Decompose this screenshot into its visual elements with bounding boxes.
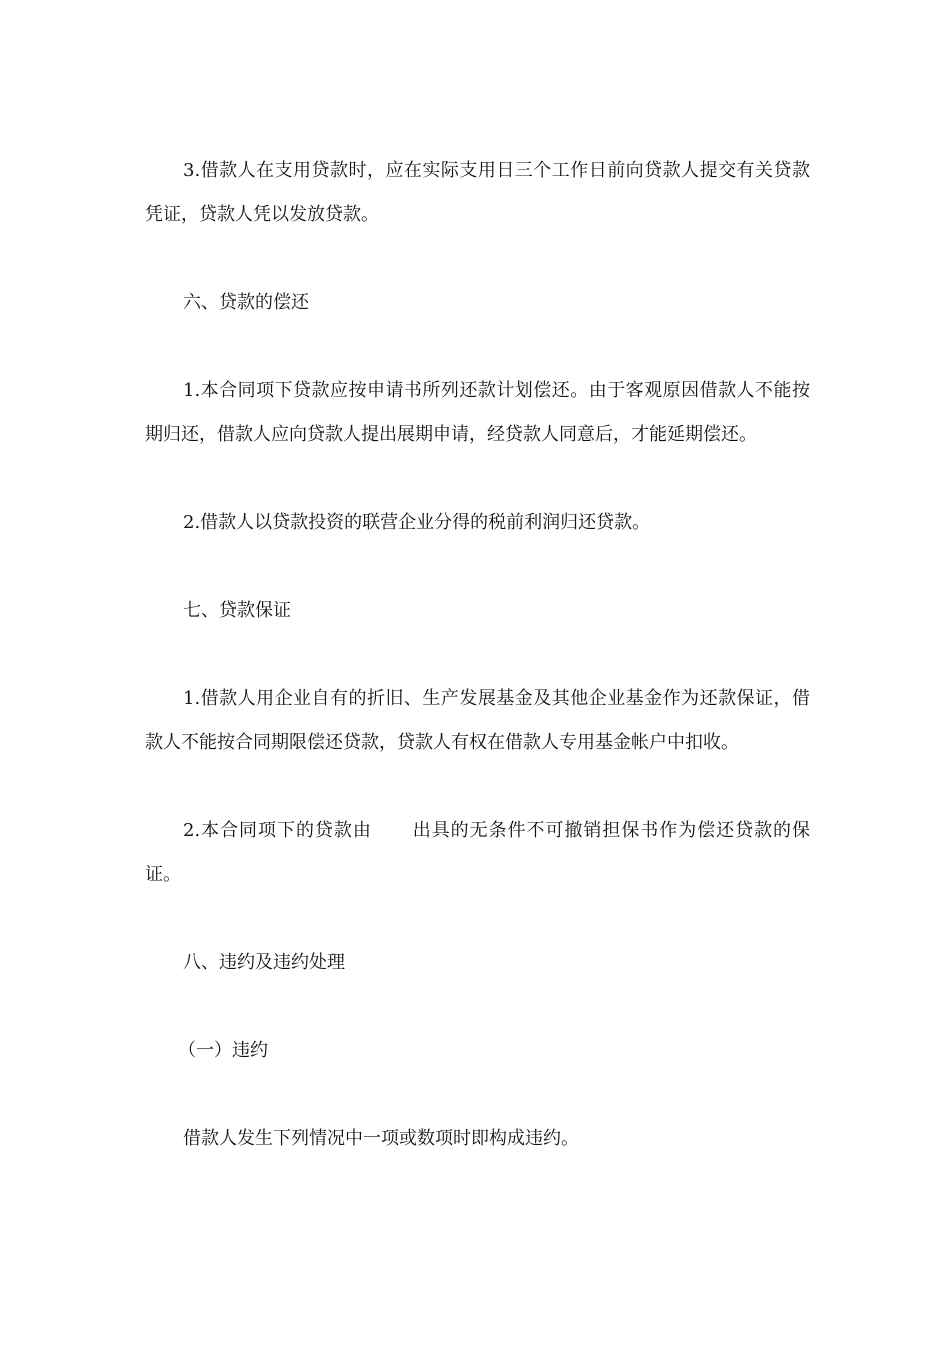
paragraph-loan-disbursement-3: 3.借款人在支用贷款时，应在实际支用日三个工作日前向贷款人提交有关贷款凭证，贷款人凭以发放贷款。: [145, 160, 810, 225]
subsection-heading-default: （一）违约: [178, 1040, 268, 1061]
section-heading-guarantee: 七、贷款保证: [183, 600, 291, 621]
section-heading-default: 八、违约及违约处理: [183, 952, 345, 973]
paragraph-repayment-1: 1.本合同项下贷款应按申请书所列还款计划偿还。由于客观原因借款人不能按期归还，借款人应向贷款人提出展期申请，经贷款人同意后，才能延期偿还。: [145, 380, 810, 445]
section-heading-repayment: 六、贷款的偿还: [183, 292, 309, 313]
paragraph-default-conditions: 借款人发生下列情况中一项或数项时即构成违约。: [183, 1128, 579, 1149]
paragraph-guarantee-2: [145, 809, 810, 897]
paragraph-guarantee-2-part-b: 出具的无条件不可撤销担保书作为偿还贷款的保证。: [145, 820, 810, 885]
paragraph-guarantee-2-part-a: 2.本合同项下的贷款由: [183, 820, 372, 841]
paragraph-guarantee-1: 1.借款人用企业自有的折旧、生产发展基金及其他企业基金作为还款保证，借款人不能按合同期限偿还贷款，贷款人有权在借款人专用基金帐户中扣收。: [145, 688, 810, 753]
paragraph-repayment-2: 2.借款人以贷款投资的联营企业分得的税前利润归还贷款。: [183, 512, 651, 533]
